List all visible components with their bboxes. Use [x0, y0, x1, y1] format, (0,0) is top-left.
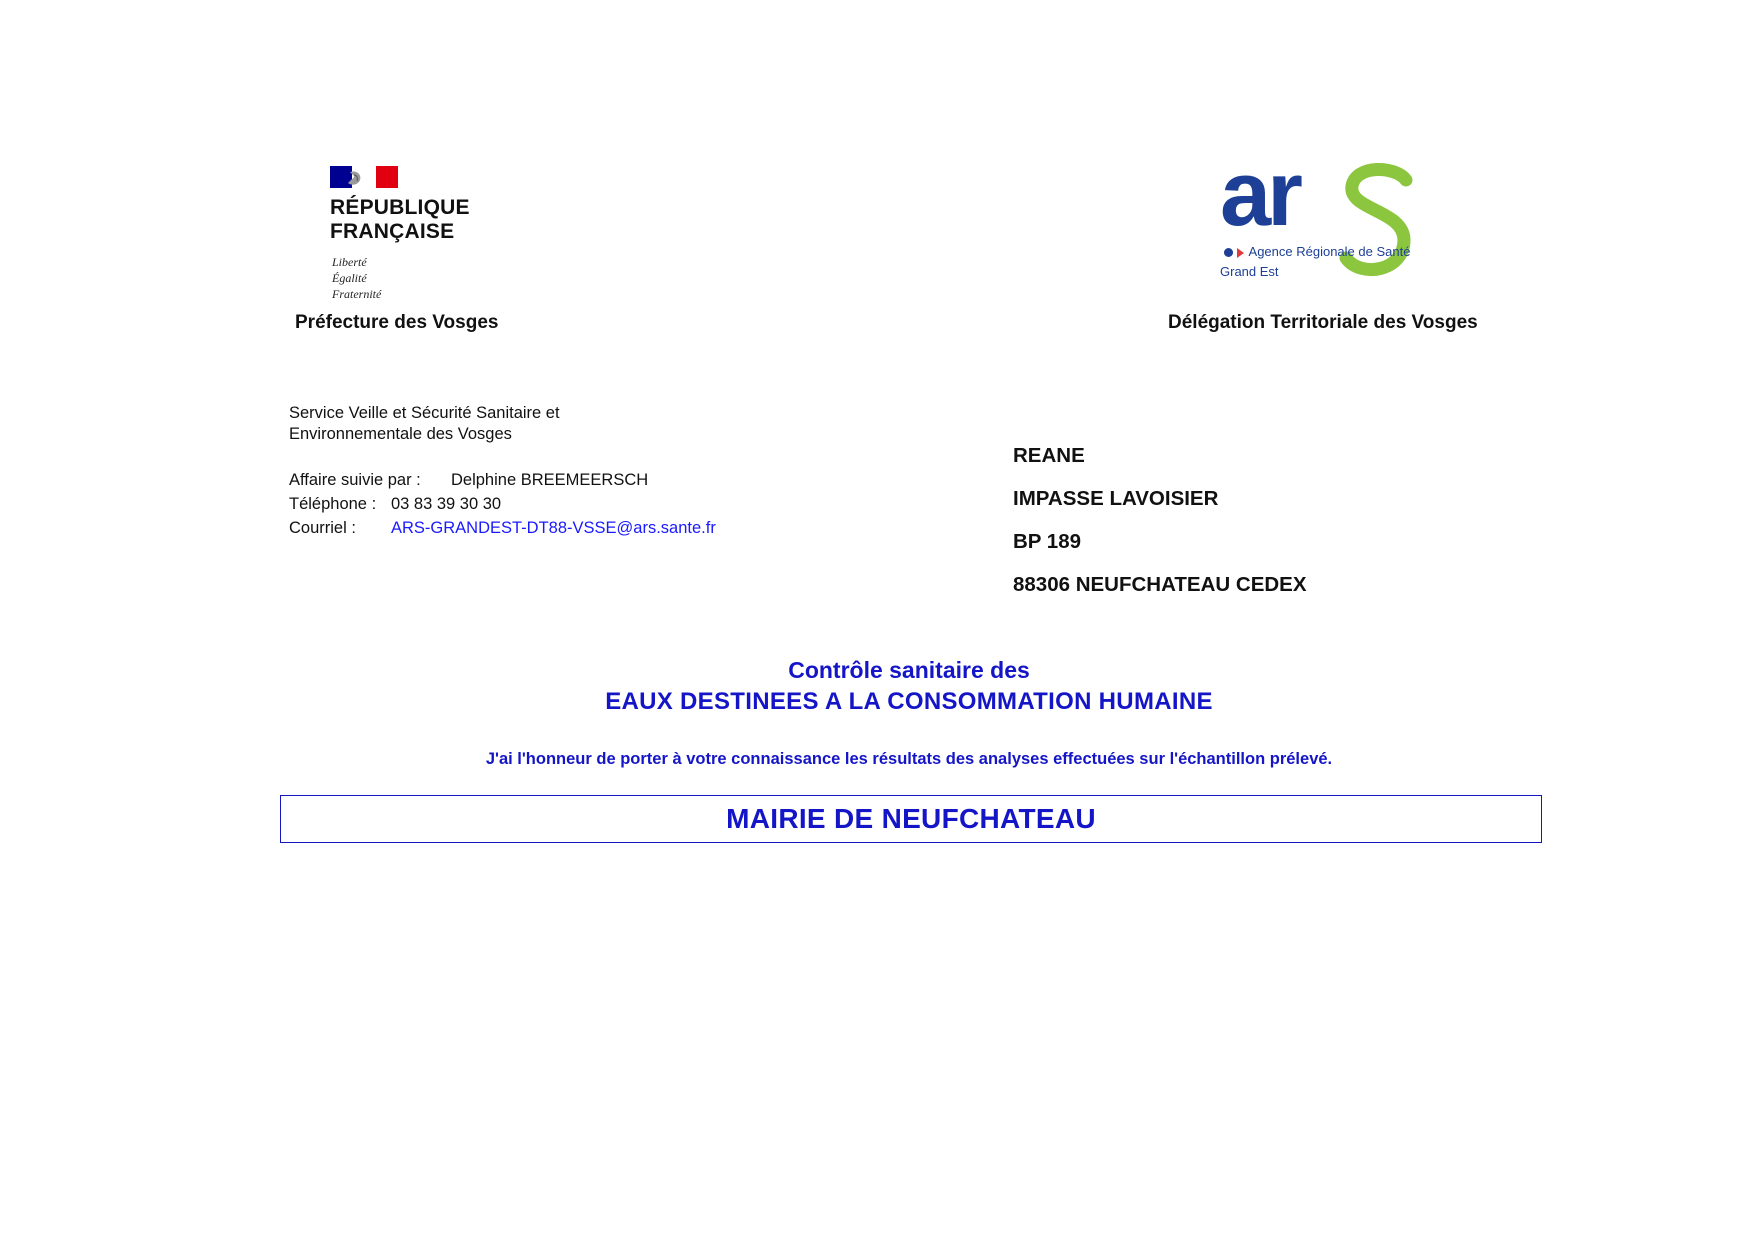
address-line4: 88306 NEUFCHATEAU CEDEX [1013, 573, 1307, 596]
phone-label: Téléphone : [289, 495, 377, 513]
motto-egalite: Égalité [332, 271, 367, 285]
address-line2: IMPASSE LAVOISIER [1013, 487, 1219, 510]
heading-line1: Contrôle sanitaire des [788, 657, 1030, 683]
service-line1: Service Veille et Sécurité Sanitaire et [289, 404, 560, 422]
ars-agency-text: Agence Régionale de Santé [1248, 244, 1411, 259]
heading-line2: EAUX DESTINEES A LA CONSOMMATION HUMAINE [605, 688, 1213, 715]
recipient-banner: MAIRIE DE NEUFCHATEAU [280, 795, 1542, 843]
ars-agency-line [1224, 244, 1410, 259]
phone-row [289, 492, 716, 516]
address-line3: BP 189 [1013, 530, 1082, 553]
ars-s-icon [1338, 158, 1418, 288]
service-block [289, 403, 560, 445]
email-label: Courriel : [289, 519, 356, 537]
prefecture-caption: Préfecture des Vosges [295, 312, 499, 333]
republique-francaise-title [330, 196, 470, 244]
followed-by-row [289, 468, 716, 492]
address-line1: REANE [1013, 444, 1085, 467]
motto-liberte: Liberté [332, 255, 367, 269]
email-link[interactable]: ARS-GRANDEST-DT88-VSSE@ars.sante.fr [391, 519, 716, 537]
intro-sentence: J'ai l'honneur de porter à votre connaissance les résultats des analyses effectuées sur l'échantillon prélevé. [485, 750, 1333, 768]
marianne-flag-icon [330, 166, 398, 188]
document-heading [0, 654, 1755, 718]
followed-by-label: Affaire suivie par : [289, 471, 421, 489]
ars-letters: ar [1220, 143, 1299, 245]
followed-by-value: Delphine BREEMEERSCH [451, 471, 649, 489]
red-arrow-icon [1237, 248, 1244, 258]
email-row [289, 516, 716, 540]
service-line2: Environnementale des Vosges [289, 425, 512, 443]
recipient-address [1013, 434, 1307, 606]
blue-dot-icon [1224, 248, 1233, 257]
logo-title-line1: RÉPUBLIQUE [330, 196, 470, 219]
republique-francaise-logo [292, 162, 492, 302]
motto-fraternite: Fraternité [332, 287, 382, 301]
logo-title-line2: FRANÇAISE [330, 220, 455, 243]
delegation-caption: Délégation Territoriale des Vosges [1168, 312, 1478, 333]
ars-logo [1212, 143, 1452, 302]
ars-region-text: Grand Est [1220, 264, 1279, 279]
phone-value: 03 83 39 30 30 [391, 495, 502, 513]
contact-block [289, 468, 716, 540]
republic-motto [332, 254, 381, 302]
